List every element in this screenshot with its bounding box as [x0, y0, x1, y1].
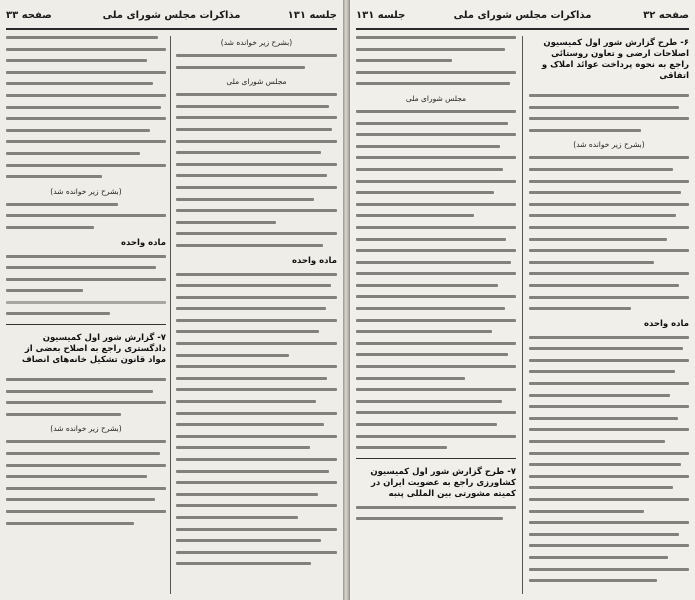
left-page-column-divider [170, 36, 171, 594]
right-page [350, 0, 695, 600]
left-page-column-a [6, 36, 166, 594]
right-col-a-bracket-1: (بشرح زیر خوانده شد) [573, 140, 645, 150]
book-gutter [343, 0, 350, 600]
left-col-b-bracket-1: (بشرح زیر خوانده شد) [220, 38, 293, 47]
right-col-b-section-rule [356, 458, 516, 459]
right-page-column-divider [522, 36, 523, 594]
right-page-column-b [356, 36, 516, 594]
left-col-b-addressee: مجلس شورای ملی [226, 77, 287, 87]
left-page-header [6, 6, 337, 28]
left-page-number: صفحه ۳۳ [6, 10, 52, 21]
left-col-b-subject: ماده واحده [291, 255, 337, 266]
right-page-title: مذاکرات مجلس شورای ملی [453, 10, 592, 21]
left-col-a-subject: ماده واحده [120, 237, 166, 248]
right-page-column-a [529, 36, 689, 594]
right-header-rule [356, 28, 689, 30]
left-page [0, 0, 343, 600]
right-col-a-subject: ماده واحده [643, 318, 689, 329]
right-page-header [356, 6, 689, 28]
left-session-label: جلسه ۱۳۱ [287, 10, 337, 21]
left-page-title: مذاکرات مجلس شورای ملی [102, 10, 241, 21]
right-col-b-bottom-heading: ۷- طرح گزارش شور اول کمیسیون کشاورزی راجع به عضویت ایران در کمیته مشورتی بین المللی پنبه [370, 466, 516, 499]
left-col-a-bracket-2: (بشرح زیر خوانده شد) [50, 424, 122, 434]
right-session-label: جلسه ۱۳۱ [356, 10, 406, 21]
left-col-a-bracket-1: (بشرح زیر خوانده شد) [50, 186, 122, 196]
left-header-rule [6, 28, 337, 30]
left-col-a-section-rule [6, 324, 166, 325]
left-col-a-mid-heading: ۷- گزارش شور اول کمیسیون دادگستری راجع به اصلاح بعضی از مواد قانون تشکیل خانه‌های انصاف [21, 333, 166, 366]
right-page-number: صفحه ۳۲ [643, 10, 689, 21]
right-col-b-addressee: مجلس شورای ملی [405, 93, 467, 103]
left-page-column-b [176, 36, 337, 594]
right-col-a-heading: ۶- طرح گزارش شور اول کمیسیون اصلاحات ارضی و تعاون روستائی راجع به نحوه پرداخت عوائد املاک و اتفاقی [541, 38, 689, 81]
